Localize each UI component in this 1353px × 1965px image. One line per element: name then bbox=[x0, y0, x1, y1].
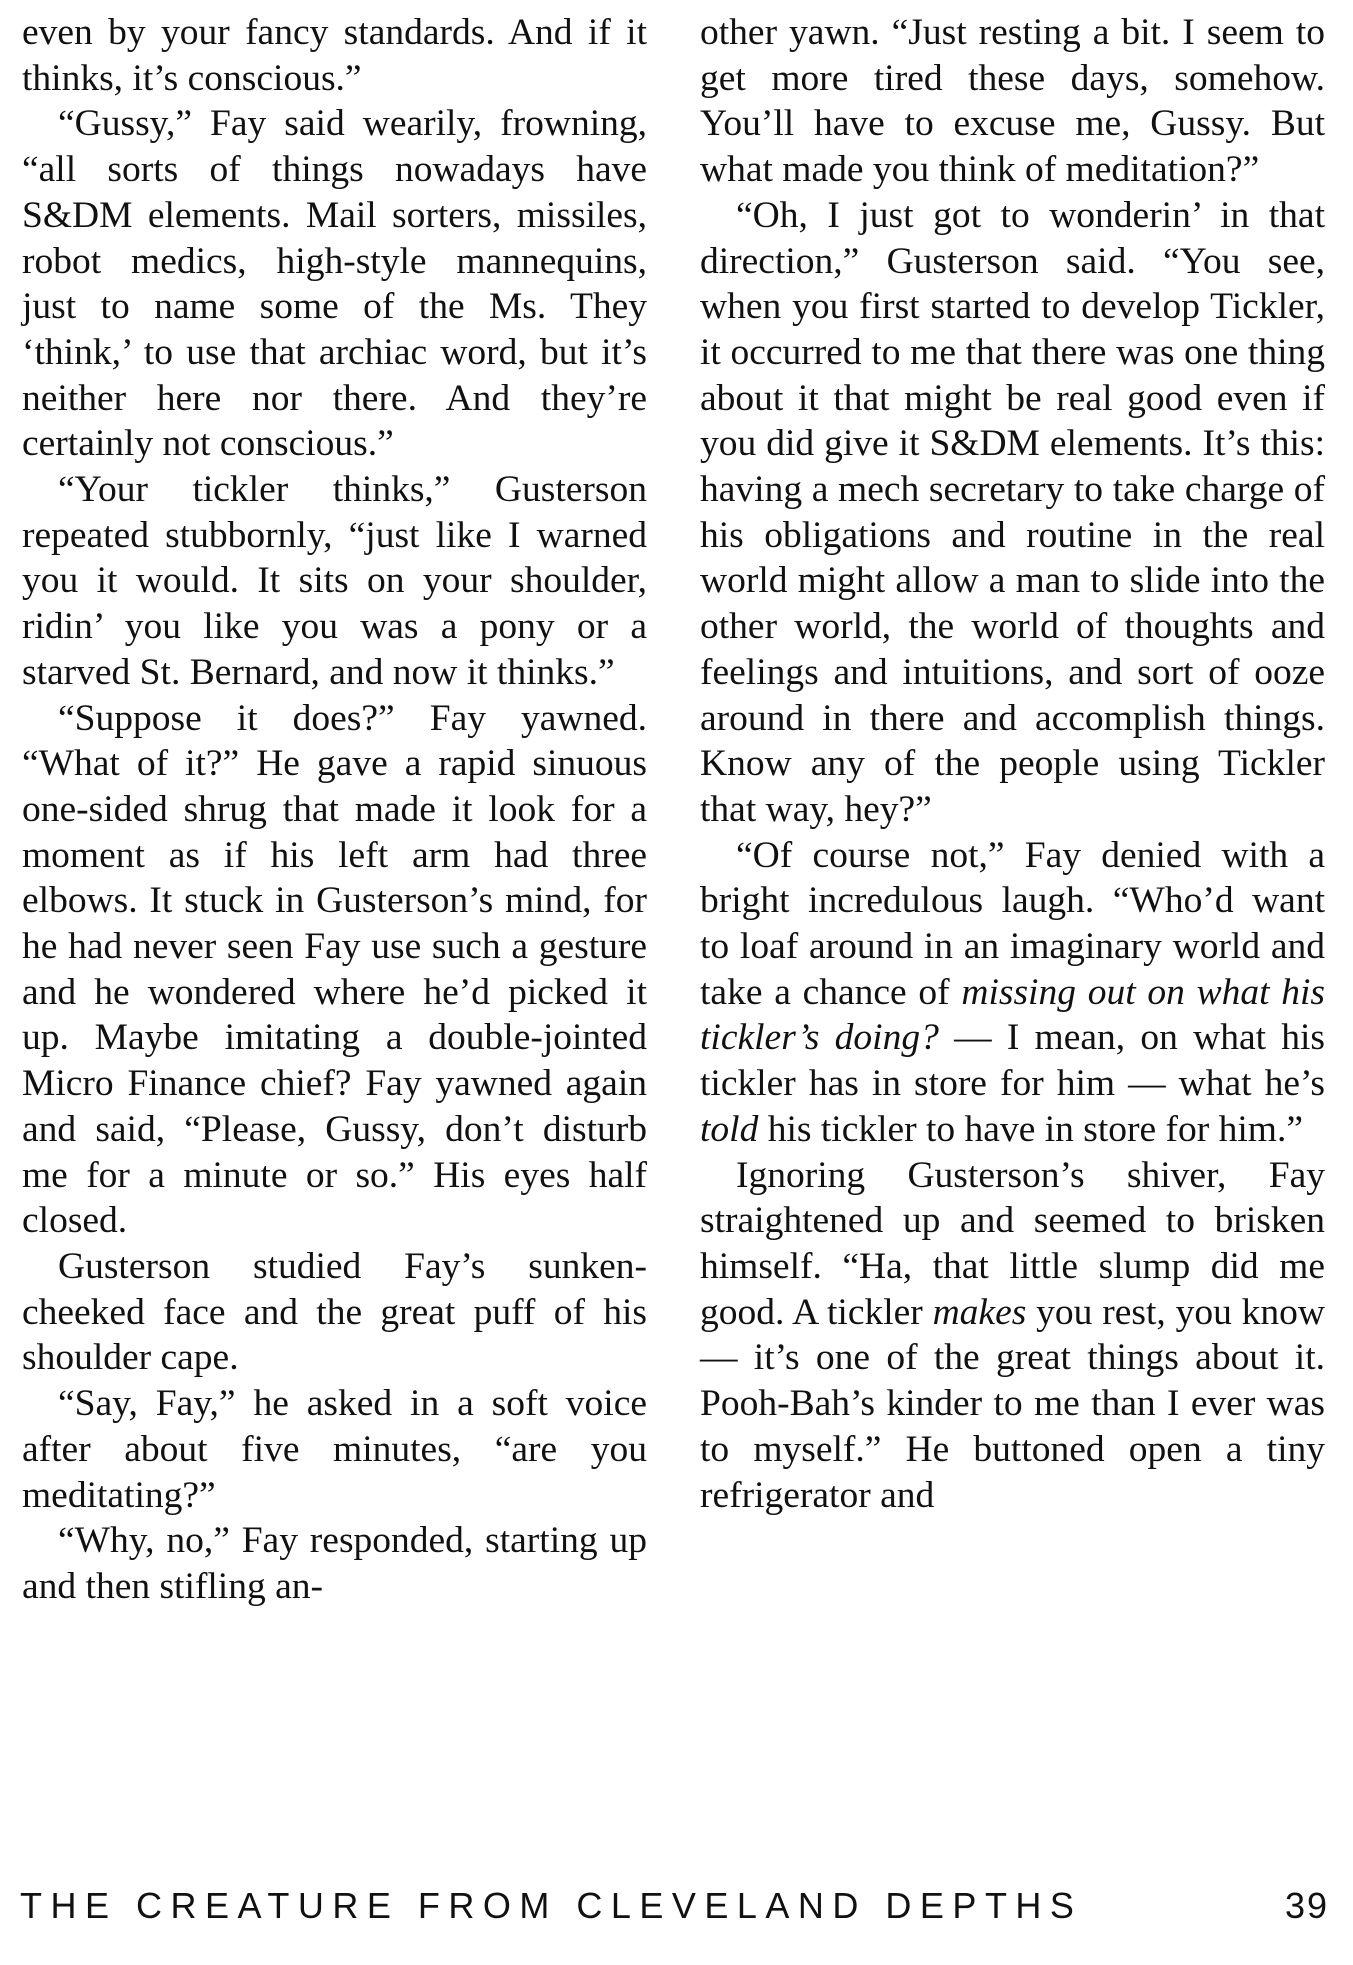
text-run: “Suppose it does?” Fay yawned. “What of it?” He gave a rapid sinuous one-sided shrug that made it look for a moment as if his left arm had three elbows. It stuck in Gusterson’s mind, for he had never seen Fay use such a gesture and he wondered where he’d picked it up. Maybe imitating a double-jointed Micro Finance chief? Fay yawned again and said, “Please, Gussy, don’t disturb me for a minute or so.” His eyes half closed. bbox=[22, 697, 647, 1242]
text-column-left bbox=[22, 10, 647, 1610]
page-number: 39 bbox=[1284, 1885, 1329, 1926]
paragraph bbox=[700, 193, 1325, 833]
paragraph bbox=[22, 101, 647, 467]
paragraph bbox=[22, 10, 647, 101]
text-run: “Your tickler thinks,” Gusterson repeated stubbornly, “just like I warned you it would. It sits on your shoulder, ridin’ you like you was a pony or a starved St. Bernard, and now it thinks.” bbox=[22, 469, 647, 693]
text-run: other yawn. “Just resting a bit. I seem to get more tired these days, somehow. You’ll have to excuse me, Gussy. But what made you think of meditation?” bbox=[700, 12, 1325, 191]
running-title: THE CREATURE FROM CLEVELAND DEPTHS bbox=[20, 1885, 1083, 1926]
page-footer bbox=[20, 1885, 1329, 1927]
paragraph bbox=[22, 1244, 647, 1381]
text-run: you rest, you know — it’s one of the great things about it. Pooh-Bah’s kinder to me than I ever was to myself.” He buttoned open a tiny refrigerator and bbox=[700, 1291, 1325, 1516]
italic-text: told bbox=[700, 1108, 759, 1150]
paragraph bbox=[22, 1381, 647, 1518]
paragraph bbox=[22, 696, 647, 1244]
text-run: his tickler to have in store for him.” bbox=[758, 1108, 1303, 1150]
text-run: — I mean, on what his tickler has in store for him — what he’s bbox=[700, 1017, 1326, 1105]
text-run: “Why, no,” Fay responded, starting up and then stifling an- bbox=[22, 1520, 647, 1607]
text-run: Gusterson studied Fay’s sunken-cheeked face and the great puff of his shoulder cape. bbox=[22, 1245, 647, 1379]
italic-text: missing out on what his tickler’s doing? bbox=[700, 971, 1326, 1059]
text-run: Ignoring Gusterson’s shiver, Fay straightened up and seemed to brisken himself. “Ha, that little slump did me good. A tickler bbox=[700, 1154, 1325, 1333]
text-run: “Gussy,” Fay said wearily, frowning, “all sorts of things nowadays have S&DM elements. Mail sorters, missiles, robot medics, high-style mannequins, just to name some of the Ms. They ‘think,’ to use that archiac word, but it’s neither here nor there. And they’re certainly not conscious.” bbox=[22, 103, 647, 465]
italic-text: makes bbox=[932, 1291, 1027, 1333]
paragraph bbox=[700, 10, 1325, 193]
text-column-right bbox=[700, 10, 1325, 1518]
text-run: “Oh, I just got to wonderin’ in that direction,” Gusterson said. “You see, when you first started to develop Tickler, it occurred to me that there was one thing about it that might be real good even if you did give it S&DM elements. It’s this: having a mech secretary to take charge of his obligations and routine in the real world might allow a man to slide into the other world, the world of thoughts and feelings and intuitions, and sort of ooze around in there and accomplish things. Know any of the people using Tickler that way, hey?” bbox=[700, 194, 1325, 830]
paragraph bbox=[700, 1153, 1325, 1519]
text-run: even by your fancy standards. And if it thinks, it’s conscious.” bbox=[22, 12, 647, 99]
paragraph bbox=[22, 467, 647, 696]
paragraph bbox=[700, 833, 1325, 1153]
text-run: “Say, Fay,” he asked in a soft voice after about five minutes, “are you meditating?” bbox=[22, 1383, 647, 1516]
text-run: “Of course not,” Fay denied with a bright incredulous laugh. “Who’d want to loaf around in an imaginary world and take a chance of bbox=[700, 834, 1325, 1013]
paragraph bbox=[22, 1518, 647, 1609]
